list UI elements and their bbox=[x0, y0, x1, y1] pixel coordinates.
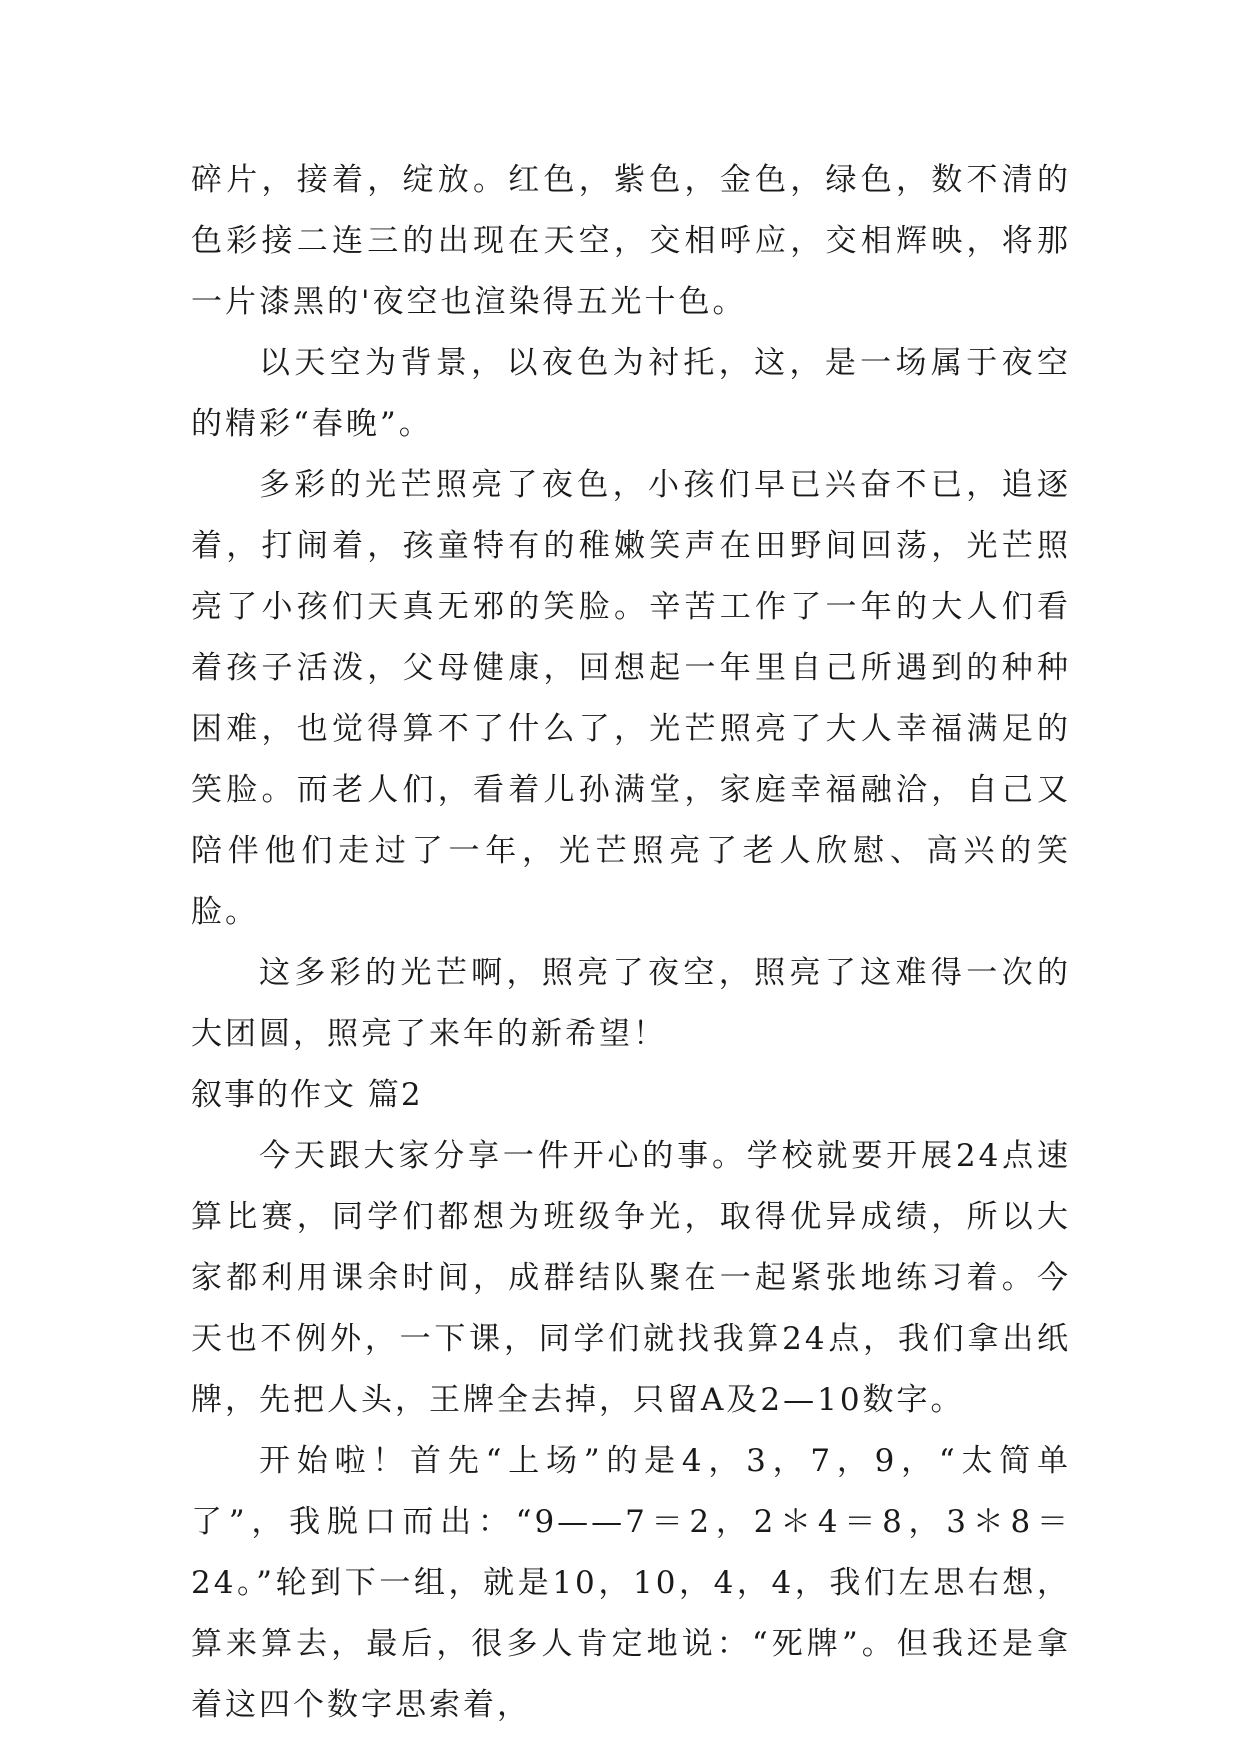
paragraph-24-points-game: 开始啦！首先“上场”的是4，3，7，9，“太简单了”，我脱口而出：“9——7＝2，2＊4＝8，3＊8＝24。”轮到下一组，就是10，10，4，4，我们左思右想，算来算去，最后，很多人肯定地说：“死牌”。但我还是拿着这四个数字思索着， bbox=[191, 1443, 1071, 1723]
paragraph-light-faces: 多彩的光芒照亮了夜色，小孩们早已兴奋不已，追逐着，打闹着，孩童特有的稚嫩笑声在田野间回荡，光芒照亮了小孩们天真无邪的笑脸。辛苦工作了一年的大人们看着孩子活泼，父母健康，回想起一年里自己所遇到的种种困难，也觉得算不了什么了，光芒照亮了大人幸福满足的笑脸。而老人们，看着儿孙满堂，家庭幸福融洽，自己又陪伴他们走过了一年，光芒照亮了老人欣慰、高兴的笑脸。 bbox=[191, 467, 1071, 930]
section-heading: 叙事的作文 篇2 bbox=[191, 1077, 423, 1113]
paragraph-24-points-intro: 今天跟大家分享一件开心的事。学校就要开展24点速算比赛，同学们都想为班级争光，取得优异成绩，所以大家都利用课余时间，成群结队聚在一起紧张地练习着。今天也不例外，一下课，同学们就找我算24点，我们拿出纸牌，先把人头，王牌全去掉，只留A及2—10数字。 bbox=[191, 1138, 1071, 1418]
paragraph-new-hope: 这多彩的光芒啊，照亮了夜空，照亮了这难得一次的大团圆，照亮了来年的新希望！ bbox=[191, 955, 1071, 1052]
document-body bbox=[191, 150, 1071, 1736]
paragraph-spring-gala: 以天空为背景，以夜色为衬托，这，是一场属于夜空的精彩“春晚”。 bbox=[191, 345, 1071, 442]
paragraph-fireworks-colors: 碎片，接着，绽放。红色，紫色，金色，绿色，数不清的色彩接二连三的出现在天空，交相呼应，交相辉映，将那一片漆黑的'夜空也渲染得五光十色。 bbox=[191, 162, 1071, 320]
